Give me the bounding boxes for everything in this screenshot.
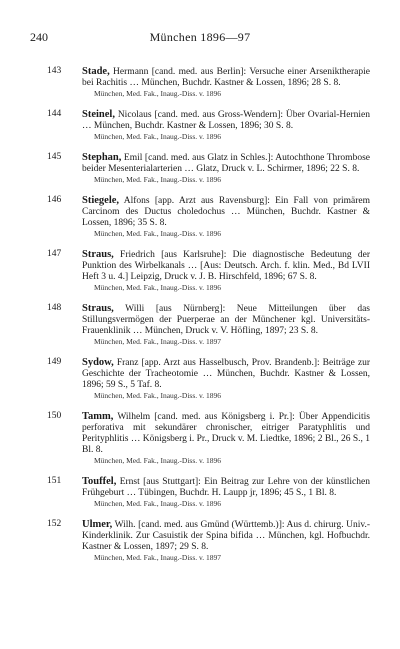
entry-meta: München, Med. Fak., Inaug.-Diss. v. 1896 <box>94 499 221 508</box>
running-title: München 1896—97 <box>149 30 251 44</box>
entry-list <box>0 66 400 573</box>
entry-number: 143 <box>47 66 62 76</box>
entry-147 <box>0 249 400 292</box>
page-number: 240 <box>30 30 48 44</box>
entry-text: Willi [aus Nürnberg]: Neue Mitteilungen über das Stillungsvermögen der Puerperae an der Münchener kgl. Universitäts-Frauenklinik … München, Druck v. V. Höfling, 1897; 23 S. 8. <box>82 304 370 336</box>
entry-body <box>82 66 370 89</box>
entry-meta: München, Med. Fak., Inaug.-Diss. v. 1897 <box>94 553 221 562</box>
entry-149 <box>0 357 400 400</box>
entry-text: Nicolaus [cand. med. aus Gross-Wendern]: Über Ovarial-Hernien … München, Buchdr. Kastner & Lossen, 1896; 30 S. 8. <box>82 110 370 131</box>
entry-151 <box>0 476 400 508</box>
author-name: Straus, <box>82 249 114 260</box>
entry-number: 145 <box>47 152 62 162</box>
entry-text: Wilhelm [cand. med. aus Königsberg i. Pr.]: Über Appendicitis perforativa mit sekundärer chronischer, eitriger Paratyphlitis und Perityphlitis … Königsberg i. Pr., Druck v. M. Liedtke, 1896; 2 Bl., 26 S., 1 Bl. 8. <box>82 412 370 455</box>
page-header <box>30 30 370 46</box>
entry-number: 151 <box>47 476 62 486</box>
entry-meta: München, Med. Fak., Inaug.-Diss. v. 1896 <box>94 132 221 141</box>
author-name: Ulmer, <box>82 519 113 530</box>
entry-text: Hermann [cand. med. aus Berlin]: Versuche einer Arseniktherapie bei Rachitis … München, Buchdr. Kastner & Lossen, 1896; 28 S. 8. <box>82 67 370 88</box>
entry-143 <box>0 66 400 98</box>
entry-meta: München, Med. Fak., Inaug.-Diss. v. 1896 <box>94 175 221 184</box>
entry-meta: München, Med. Fak., Inaug.-Diss. v. 1896 <box>94 89 221 98</box>
author-name: Sydow, <box>82 357 114 368</box>
entry-body <box>82 357 370 391</box>
entry-meta: München, Med. Fak., Inaug.-Diss. v. 1896 <box>94 229 221 238</box>
entry-body <box>82 109 370 132</box>
entry-number: 148 <box>47 303 62 313</box>
entry-number: 152 <box>47 519 62 529</box>
author-name: Touffel, <box>82 476 117 487</box>
entry-text: Alfons [app. Arzt aus Ravensburg]: Ein Fall von primärem Carcinom des Ductus choledochus … München, Buchdr. Kastner & Lossen, 1896; 35 S. 8. <box>82 196 370 228</box>
entry-body <box>82 303 370 337</box>
entry-body <box>82 476 370 499</box>
entry-body <box>82 411 370 456</box>
entry-152 <box>0 519 400 562</box>
entry-number: 147 <box>47 249 62 259</box>
author-name: Steinel, <box>82 109 115 120</box>
entry-145 <box>0 152 400 184</box>
entry-number: 146 <box>47 195 62 205</box>
author-name: Stade, <box>82 66 110 77</box>
entry-number: 144 <box>47 109 62 119</box>
entry-144 <box>0 109 400 141</box>
author-name: Straus, <box>82 303 114 314</box>
entry-number: 150 <box>47 411 62 421</box>
entry-body <box>82 152 370 175</box>
entry-text: Wilh. [cand. med. aus Gmünd (Württemb.)]: Aus d. chirurg. Univ.-Kinderklinik. Zur Casuistik der Spina bifida … München, kgl. Hofbuchdr. Kastner & Lossen, 1897; 29 S. 8. <box>82 520 370 552</box>
entry-meta: München, Med. Fak., Inaug.-Diss. v. 1896 <box>94 283 221 292</box>
entry-meta: München, Med. Fak., Inaug.-Diss. v. 1897 <box>94 337 221 346</box>
entry-text: Franz [app. Arzt aus Hasselbusch, Prov. Brandenb.]: Beiträge zur Geschichte der Tracheotomie … München, Buchdr. Kastner & Lossen, 1896; 59 S., 5 Taf. 8. <box>82 358 370 390</box>
entry-148 <box>0 303 400 346</box>
author-name: Stiegele, <box>82 195 120 206</box>
entry-150 <box>0 411 400 465</box>
author-name: Tamm, <box>82 411 114 422</box>
entry-body <box>82 195 370 229</box>
author-name: Stephan, <box>82 152 122 163</box>
entry-body <box>82 249 370 283</box>
entry-146 <box>0 195 400 238</box>
entry-meta: München, Med. Fak., Inaug.-Diss. v. 1896 <box>94 391 221 400</box>
entry-text: Ernst [aus Stuttgart]: Ein Beitrag zur Lehre von der künstlichen Frühgeburt … Tübingen, Buchdr. H. Laupp jr, 1896; 45 S., 1 Bl. 8. <box>82 477 370 498</box>
entry-number: 149 <box>47 357 62 367</box>
entry-body <box>82 519 370 553</box>
entry-meta: München, Med. Fak., Inaug.-Diss. v. 1896 <box>94 456 221 465</box>
entry-text: Emil [cand. med. aus Glatz in Schles.]: Autochthone Thrombose beider Mesenterialarterien … Glatz, Druck v. L. Schirmer, 1896; 22 S. 8. <box>82 153 370 174</box>
entry-text: Friedrich [aus Karlsruhe]: Die diagnostische Bedeutung der Punktion des Wirbelkanals … [Aus: Deutsch. Arch. f. klin. Med., Bd LVII Heft 3 u. 4.] Leipzig, Druck v. J. B. Hirschfeld, 1896; 67 S. 8. <box>82 250 370 282</box>
